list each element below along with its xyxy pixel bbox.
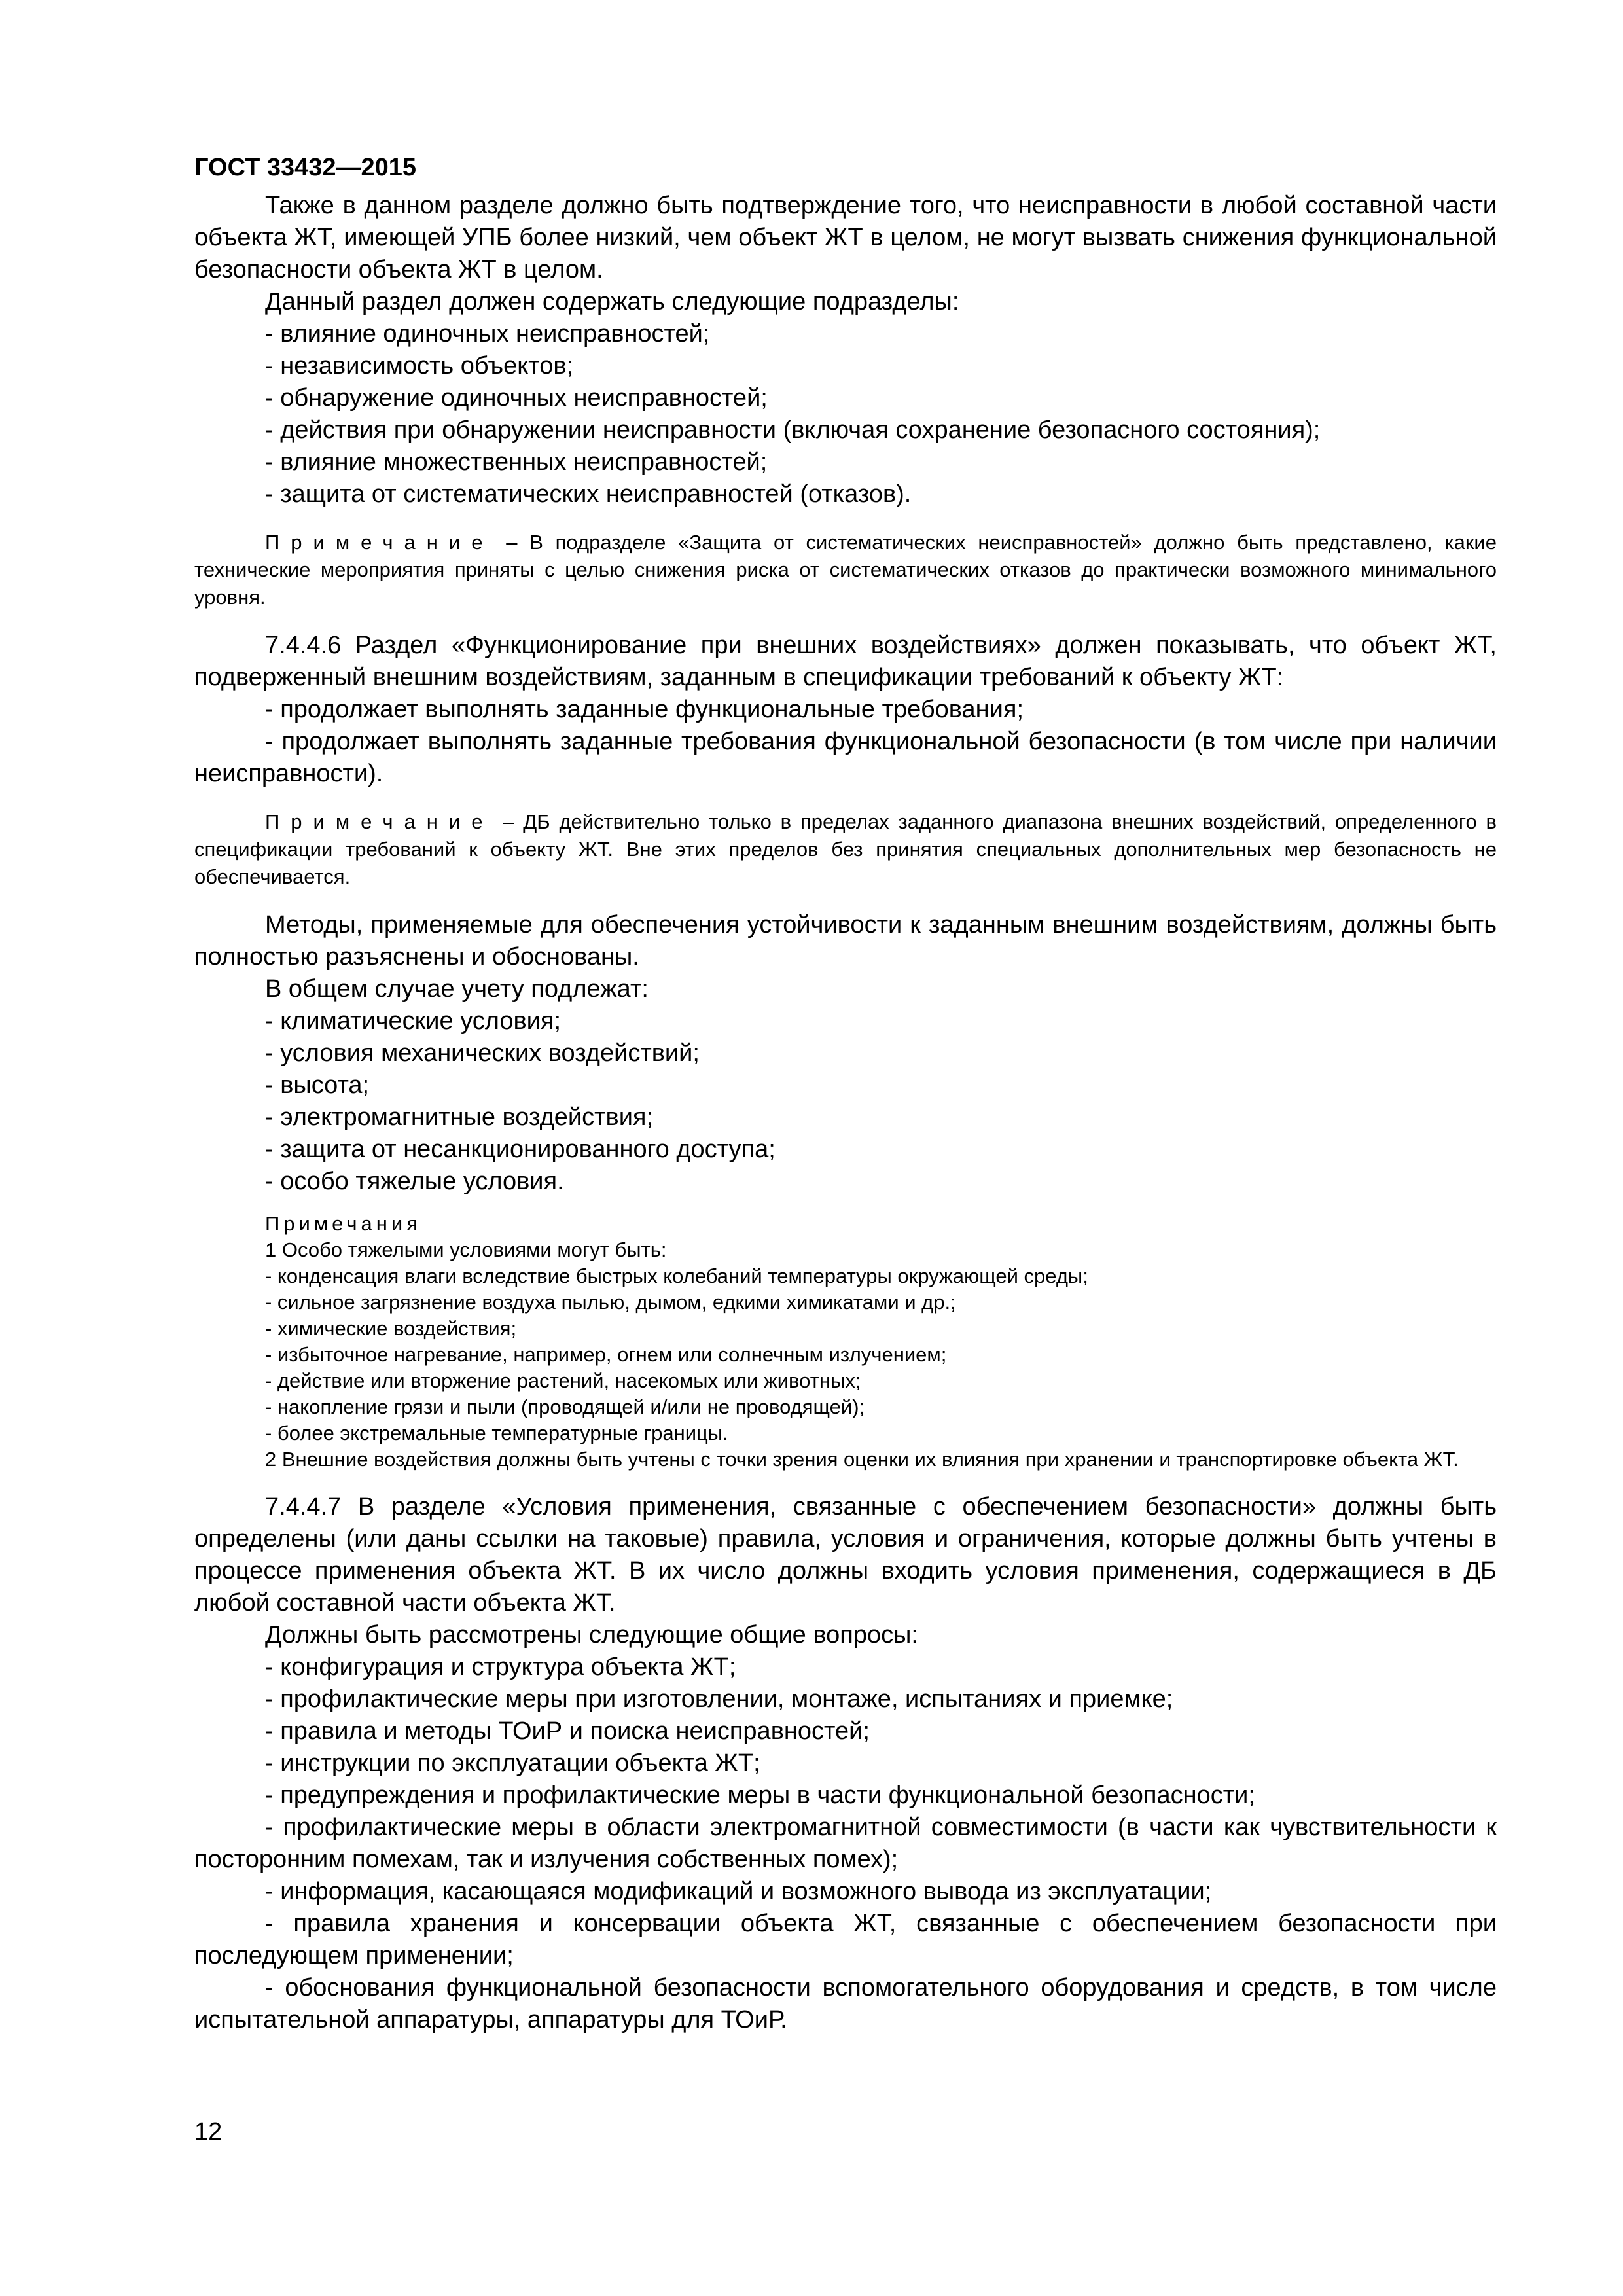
list-item: - независимость объектов; xyxy=(265,352,574,380)
paragraph: 7.4.4.7 В разделе «Условия применения, связанные с обеспечением безопасности» должны быть определены (или даны ссылки на таковые) правила, условия и ограничения, которые должны быть учтены в процессе применения объекта ЖТ. В их число должны входить условия применения, содержащиеся в ДБ любой составной части объекта ЖТ. xyxy=(194,1493,1497,1617)
note-item: - сильное загрязнение воздуха пылью, дымом, едкими химикатами и др.; xyxy=(265,1291,956,1314)
list-item: - условия механических воздействий; xyxy=(265,1039,700,1067)
list-item: - правила хранения и консервации объекта ЖТ, связанные с обеспечением безопасности при последующем применении; xyxy=(194,1910,1497,1969)
notes-label xyxy=(194,1211,1497,1237)
note-text: – В подразделе «Защита от систематических неисправностей» должно быть представлено, какие технические мероприятия приняты с целью снижения риска от систематических отказов до практически возможного минимального уровня. xyxy=(194,531,1497,609)
note-item: - более экстремальные температурные границы. xyxy=(265,1422,728,1444)
list-item: - влияние одиночных неисправностей; xyxy=(265,320,710,348)
list-item: - действия при обнаружении неисправности (включая сохранение безопасного состояния); xyxy=(265,416,1321,444)
list-item: - обнаружение одиночных неисправностей; xyxy=(265,384,768,412)
note xyxy=(194,808,1497,891)
list-item: - особо тяжелые условия. xyxy=(265,1168,564,1195)
list-item: - климатические условия; xyxy=(265,1007,562,1035)
note-item: - избыточное нагревание, например, огнем или солнечным излучением; xyxy=(265,1343,947,1366)
note-item: - действие или вторжение растений, насекомых или животных; xyxy=(265,1369,861,1392)
list-item: - профилактические меры при изготовлении, монтаже, испытаниях и приемке; xyxy=(265,1685,1173,1713)
list-item: - конфигурация и структура объекта ЖТ; xyxy=(265,1653,736,1681)
note-label: Примечание xyxy=(265,810,494,833)
list-item: - обоснования функциональной безопасности вспомогательного оборудования и средств, в том числе испытательной аппаратуры, аппаратуры для ТОиР. xyxy=(194,1974,1497,2034)
list-item: - продолжает выполнять заданные функциональные требования; xyxy=(265,696,1024,723)
list-item: - предупреждения и профилактические меры в части функциональной безопасности; xyxy=(265,1782,1255,1809)
document-header: ГОСТ 33432—2015 xyxy=(194,154,417,181)
note-item: - конденсация влаги вследствие быстрых колебаний температуры окружающей среды; xyxy=(265,1265,1088,1287)
paragraph: Должны быть рассмотрены следующие общие вопросы: xyxy=(265,1621,918,1649)
list-item: - защита от несанкционированного доступа; xyxy=(265,1136,776,1163)
paragraph: Методы, применяемые для обеспечения устойчивости к заданным внешним воздействиям, должны быть полностью разъяснены и обоснованы. xyxy=(194,911,1497,971)
paragraph: 7.4.4.6 Раздел «Функционирование при внешних воздействиях» должен показывать, что объект ЖТ, подверженный внешним воздействиям, заданным в спецификации требований к объекту ЖТ: xyxy=(194,632,1497,691)
note xyxy=(194,529,1497,611)
list-item: - защита от систематических неисправностей (отказов). xyxy=(265,480,912,508)
paragraph: Данный раздел должен содержать следующие подразделы: xyxy=(265,288,959,315)
note-item: 1 Особо тяжелыми условиями могут быть: xyxy=(265,1238,667,1261)
note-label: Примечание xyxy=(265,531,494,554)
note-item: - накопление грязи и пыли (проводящей и/или не проводящей); xyxy=(265,1395,865,1418)
list-item: - высота; xyxy=(265,1071,370,1099)
list-item: - информация, касающаяся модификаций и возможного вывода из эксплуатации; xyxy=(265,1878,1212,1905)
list-item: - инструкции по эксплуатации объекта ЖТ; xyxy=(265,1749,760,1777)
document-page xyxy=(194,149,1497,2036)
page-number: 12 xyxy=(194,2118,223,2145)
paragraph: Также в данном разделе должно быть подтверждение того, что неисправности в любой составной части объекта ЖТ, имеющей УПБ более низкий, чем объект ЖТ в целом, не могут вызвать снижения функциональной безопасности объекта ЖТ в целом. xyxy=(194,192,1497,283)
list-item: - профилактические меры в области электромагнитной совместимости (в части как чувствительности к посторонним помехам, так и излучения собственных помех); xyxy=(194,1814,1497,1873)
notes-label-text: Примечания xyxy=(265,1212,421,1235)
note-item: 2 Внешние воздействия должны быть учтены с точки зрения оценки их влияния при хранении и транспортировке объекта ЖТ. xyxy=(265,1448,1459,1471)
list-item: - электромагнитные воздействия; xyxy=(265,1103,654,1131)
list-item: - влияние множественных неисправностей; xyxy=(265,448,768,476)
note-item: - химические воздействия; xyxy=(265,1317,517,1340)
paragraph: В общем случае учету подлежат: xyxy=(265,975,649,1003)
note-text: – ДБ действительно только в пределах заданного диапазона внешних воздействий, определенного в спецификации требований к объекту ЖТ. Вне этих пределов без принятия специальных дополнительных мер безопасность не обеспечивается. xyxy=(194,810,1497,888)
list-item: - правила и методы ТОиР и поиска неисправностей; xyxy=(265,1717,870,1745)
list-item: - продолжает выполнять заданные требования функциональной безопасности (в том числе при наличии неисправности). xyxy=(194,728,1497,787)
